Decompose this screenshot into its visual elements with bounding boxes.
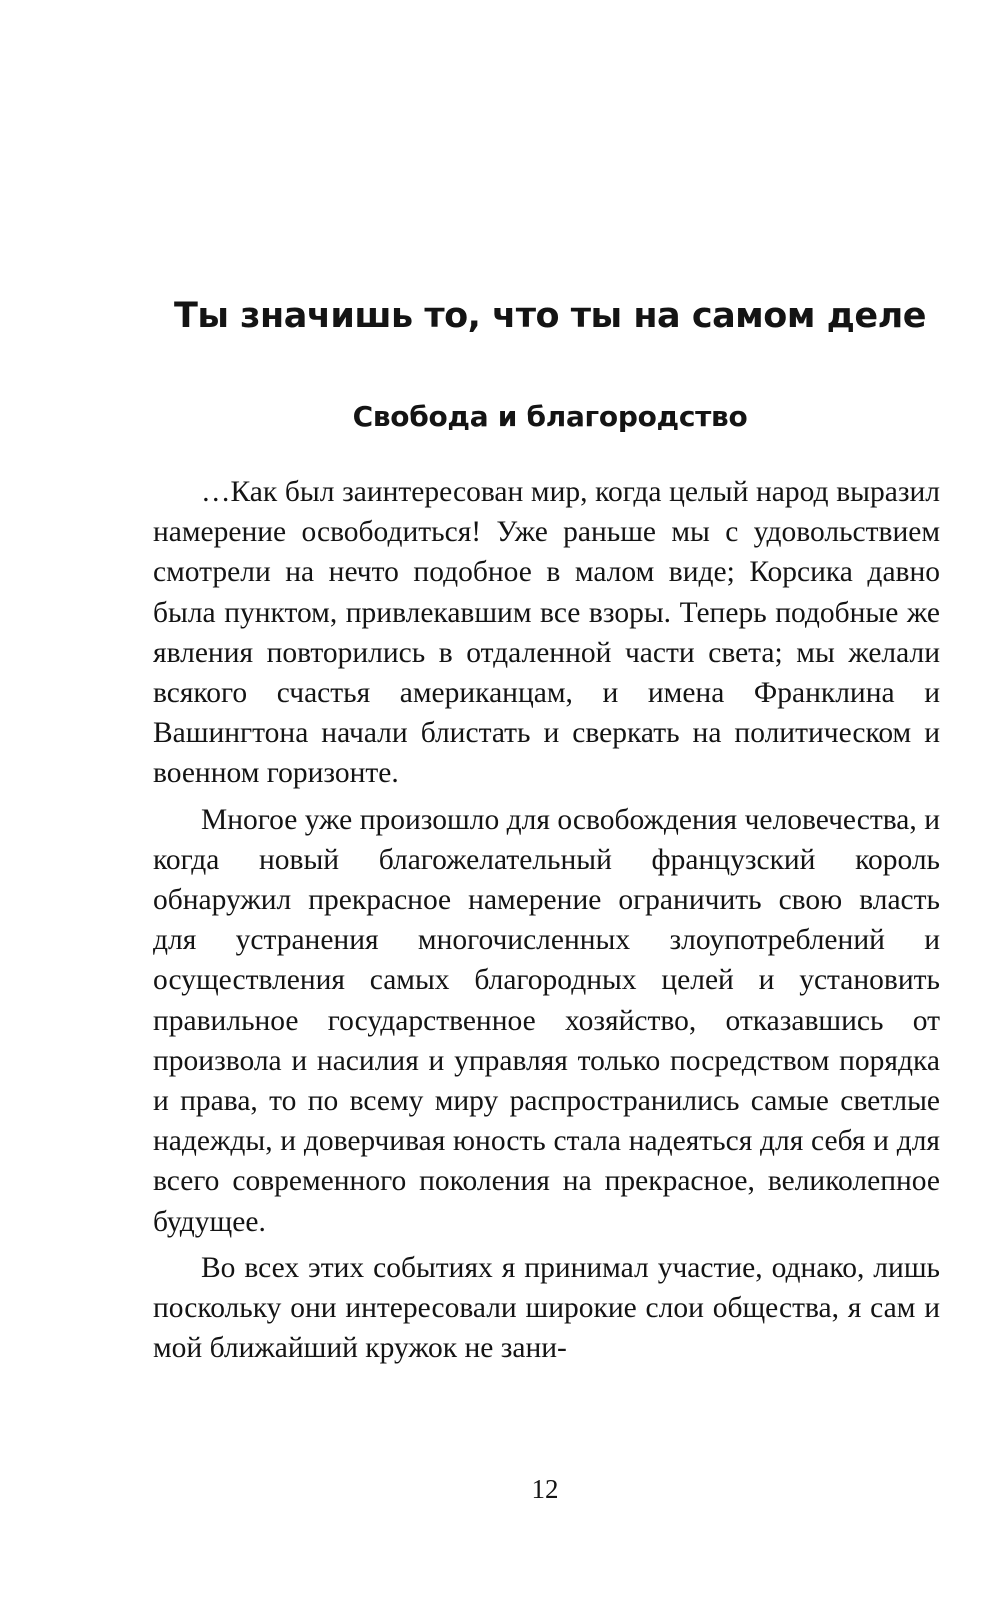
paragraph-2: Многое уже произошло для освобождения человечества, и когда новый благожелательный французский король обнаружил прекрасное намерение ограничить свою власть для устранения многочисленных злоупотреблений и осуществления самых благородных целей и установить правильное государственное хозяйство, отказавшись от произвола и насилия и управляя только посредством порядка и права, то по всему миру распространились самые светлые надежды, и доверчивая юность стала надеяться для себя и для всего современного поколения на прекрасное, великолепное будущее. (153, 803, 940, 1238)
page-number: 12 (531, 1474, 559, 1504)
paragraph-3: Во всех этих событиях я принимал участие, однако, лишь поскольку они интересовали широкие слои общества, я сам и мой ближайший кружок не зани- (153, 1251, 940, 1365)
chapter-title: Ты значишь то, что ты на самом деле (173, 296, 927, 336)
body-text (153, 472, 940, 1374)
section-title: Свобода и благородство (352, 400, 748, 433)
paragraph-1: …Как был заинтересован мир, когда целый народ выразил намерение освободиться! Уже раньше мы с удовольствием смотрели на нечто подобное в малом виде; Корсика давно была пунктом, привлекавшим все взоры. Теперь подобные же явления повторились в отдаленной части света; мы желали всякого счастья американцам, и имена Франклина и Вашингтона начали блистать и сверкать на политическом и военном горизонте. (153, 476, 940, 790)
